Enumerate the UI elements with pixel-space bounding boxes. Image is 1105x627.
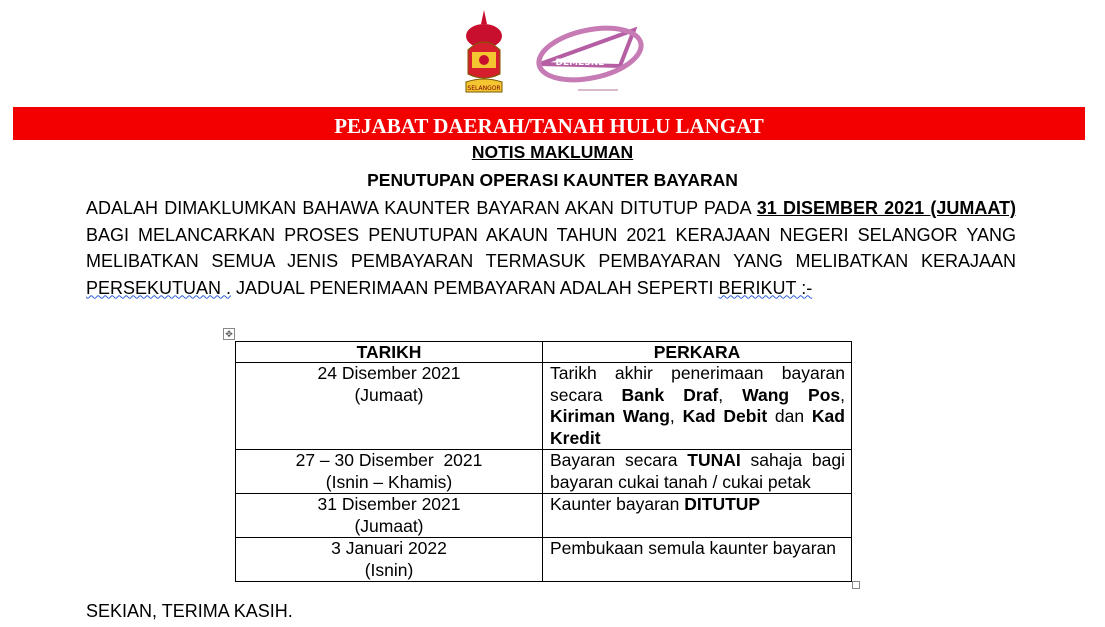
table-move-handle-icon[interactable]: ✥ — [223, 328, 235, 340]
row-item-bold: Wang Pos — [742, 384, 841, 405]
header-date: TARIKH — [236, 342, 543, 363]
row-day: (Isnin – Khamis) — [325, 471, 453, 492]
payment-schedule-table — [235, 341, 852, 582]
row-date: 3 Januari 2022 — [331, 538, 447, 558]
selangor-crest-text: SELANGOR — [467, 85, 501, 92]
row-item-text: Pembukaan semula kaunter bayaran — [550, 538, 837, 558]
row-item-cell — [543, 538, 852, 582]
row-item-text: dan — [767, 406, 812, 426]
table-header-row — [236, 342, 852, 363]
row-date-cell — [236, 363, 543, 450]
row-item-cell — [543, 363, 852, 450]
notice-title: NOTIS MAKLUMAN — [471, 142, 634, 162]
row-date-cell — [236, 538, 543, 582]
row-day: (Jumaat) — [354, 384, 424, 405]
table-row — [236, 450, 852, 494]
table-row — [236, 494, 852, 538]
notice-body — [86, 195, 1016, 301]
logo-group — [458, 6, 648, 98]
body-part-2: BAGI MELANCARKAN PROSES PENUTUPAN AKAUN TAHUN 2021 KERAJAAN NEGERI SELANGOR YANG MELIBATKAN SEMUA JENIS PEMBAYARAN TERMASUK PEMBAYARAN YANG MELIBATKAN KERAJAAN — [86, 224, 1016, 271]
notice-subtitle: PENUTUPAN OPERASI KAUNTER BAYARAN — [367, 170, 738, 190]
row-item-bold: Kad Debit — [682, 406, 768, 426]
row-item-text: sahaja bagi bayaran cukai tanah / cukai petak — [550, 450, 845, 492]
table-row — [236, 363, 852, 450]
row-item-cell — [543, 450, 852, 494]
row-date: 31 Disember 2021 — [317, 494, 461, 514]
header-logos — [458, 6, 648, 98]
row-item-text: Bayaran secara — [550, 450, 688, 470]
row-item-bold: TUNAI — [687, 450, 741, 470]
office-banner: PEJABAT DAERAH/TANAH HULU LANGAT — [13, 107, 1085, 140]
body-part-1: ADALAH DIMAKLUMKAN BAHAWA KAUNTER BAYARAN AKAN DITUTUP PADA — [86, 198, 757, 218]
demesne-logo-text: DEMESNE — [555, 58, 605, 68]
row-day: (Isnin) — [364, 559, 414, 580]
selangor-crest-icon — [466, 10, 502, 92]
row-item-bold: DITUTUP — [684, 494, 761, 514]
row-item-bold: Bank Draf — [621, 384, 719, 405]
row-item-bold: Kiriman Wang — [550, 406, 670, 426]
row-item-text: , — [840, 384, 846, 405]
row-item-bold: Kad Kredit — [550, 406, 845, 448]
word-berikut: BERIKUT :- — [718, 277, 813, 298]
row-item-text: Kaunter bayaran — [550, 494, 685, 514]
row-date: 24 Disember 2021 — [317, 363, 461, 383]
row-item-text: Tarikh akhir penerimaan bayaran secara — [550, 363, 845, 405]
table-resize-handle[interactable] — [852, 581, 860, 589]
demesne-logo-icon — [534, 20, 646, 91]
table-row — [236, 538, 852, 582]
closing-text: SEKIAN, TERIMA KASIH. — [86, 601, 293, 621]
row-item-text: , — [669, 406, 683, 426]
header-item: PERKARA — [543, 342, 852, 363]
body-part-3: JADUAL PENERIMAAN PEMBAYARAN ADALAH SEPERTI — [231, 277, 719, 298]
row-date-cell — [236, 494, 543, 538]
row-date-cell — [236, 450, 543, 494]
word-persekutuan: PERSEKUTUAN . — [86, 277, 232, 298]
closing-date-highlight: 31 DISEMBER 2021 (JUMAAT) — [756, 198, 1016, 218]
row-day: (Jumaat) — [354, 515, 424, 536]
row-item-text: , — [718, 384, 743, 405]
row-date: 27 – 30 Disember 2021 — [295, 450, 483, 470]
row-item-cell — [543, 494, 852, 538]
